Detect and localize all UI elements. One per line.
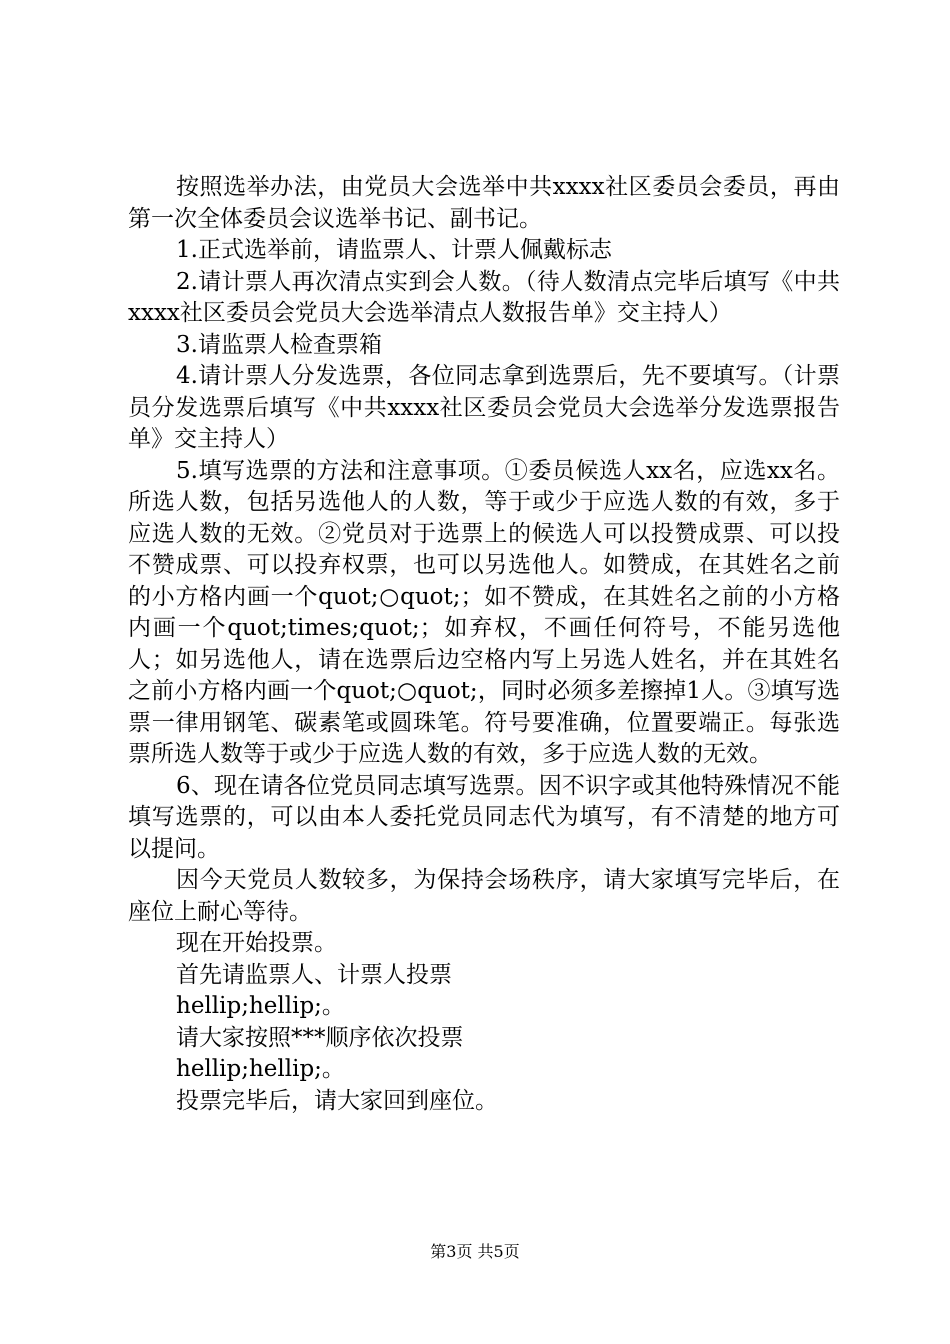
paragraph-order-vote: 请大家按照***顺序依次投票 (176, 1024, 464, 1051)
paragraph-ellipsis-2: hellip;hellip;。 (176, 1056, 345, 1082)
paragraph-notice: 因今天党员人数较多，为保持会场秩序，请大家填写完毕后，在座位上耐心等待。 (128, 867, 840, 925)
paragraph-start-voting: 现在开始投票。 (176, 930, 337, 956)
paragraph-step-2: 2.请计票人再次清点实到会人数。（待人数清点完毕后填写《中共xxxx社区委员会党员大会选举清点人数报告单》交主持人） (128, 268, 840, 326)
paragraph-step-5: 5.填写选票的方法和注意事项。①委员候选人xx名，应选xx名。所选人数，包括另选他人的人数，等于或少于应选人数的有效，多于应选人数的无效。②党员对于选票上的候选人可以投赞成票、可以投不赞成票、可以投弃权票，也可以另选他人。如赞成，在其姓名之前的小方格内画一个quot;○quot;；如不赞成，在其姓名之前的小方格内画一个quot;times;quot;；如弃权，不画任何符号，不能另选他人；如另选他人，请在选票后边空格内写上另选人姓名，并在其姓名之前小方格内画一个quot;○quot;，同时必须多差擦掉1人。③填写选票一律用钢笔、碳素笔或圆珠笔。符号要准确，位置要端正。每张选票所选人数等于或少于应选人数的有效，多于应选人数的无效。 (128, 457, 840, 767)
paragraph-monitors-vote: 首先请监票人、计票人投票 (176, 961, 452, 988)
page-number-footer: 第3页 共5页 (430, 1242, 520, 1261)
paragraph-step-4: 4.请计票人分发选票，各位同志拿到选票后，先不要填写。（计票员分发选票后填写《中共xxxx社区委员会党员大会选举分发选票报告单》交主持人） (128, 363, 840, 452)
paragraph-step-3: 3.请监票人检查票箱 (176, 331, 382, 358)
paragraph-ellipsis-1: hellip;hellip;。 (176, 993, 345, 1019)
document-body (128, 172, 840, 1117)
paragraph-step-1: 1.正式选举前，请监票人、计票人佩戴标志 (176, 237, 612, 263)
paragraph-step-6: 6、现在请各位党员同志填写选票。因不识字或其他特殊情况不能填写选票的，可以由本人委托党员同志代为填写，有不清楚的地方可以提问。 (128, 772, 840, 862)
paragraph-intro: 按照选举办法，由党员大会选举中共xxxx社区委员会委员，再由第一次全体委员会议选举书记、副书记。 (128, 174, 840, 232)
paragraph-return-seats: 投票完毕后，请大家回到座位。 (176, 1087, 498, 1114)
